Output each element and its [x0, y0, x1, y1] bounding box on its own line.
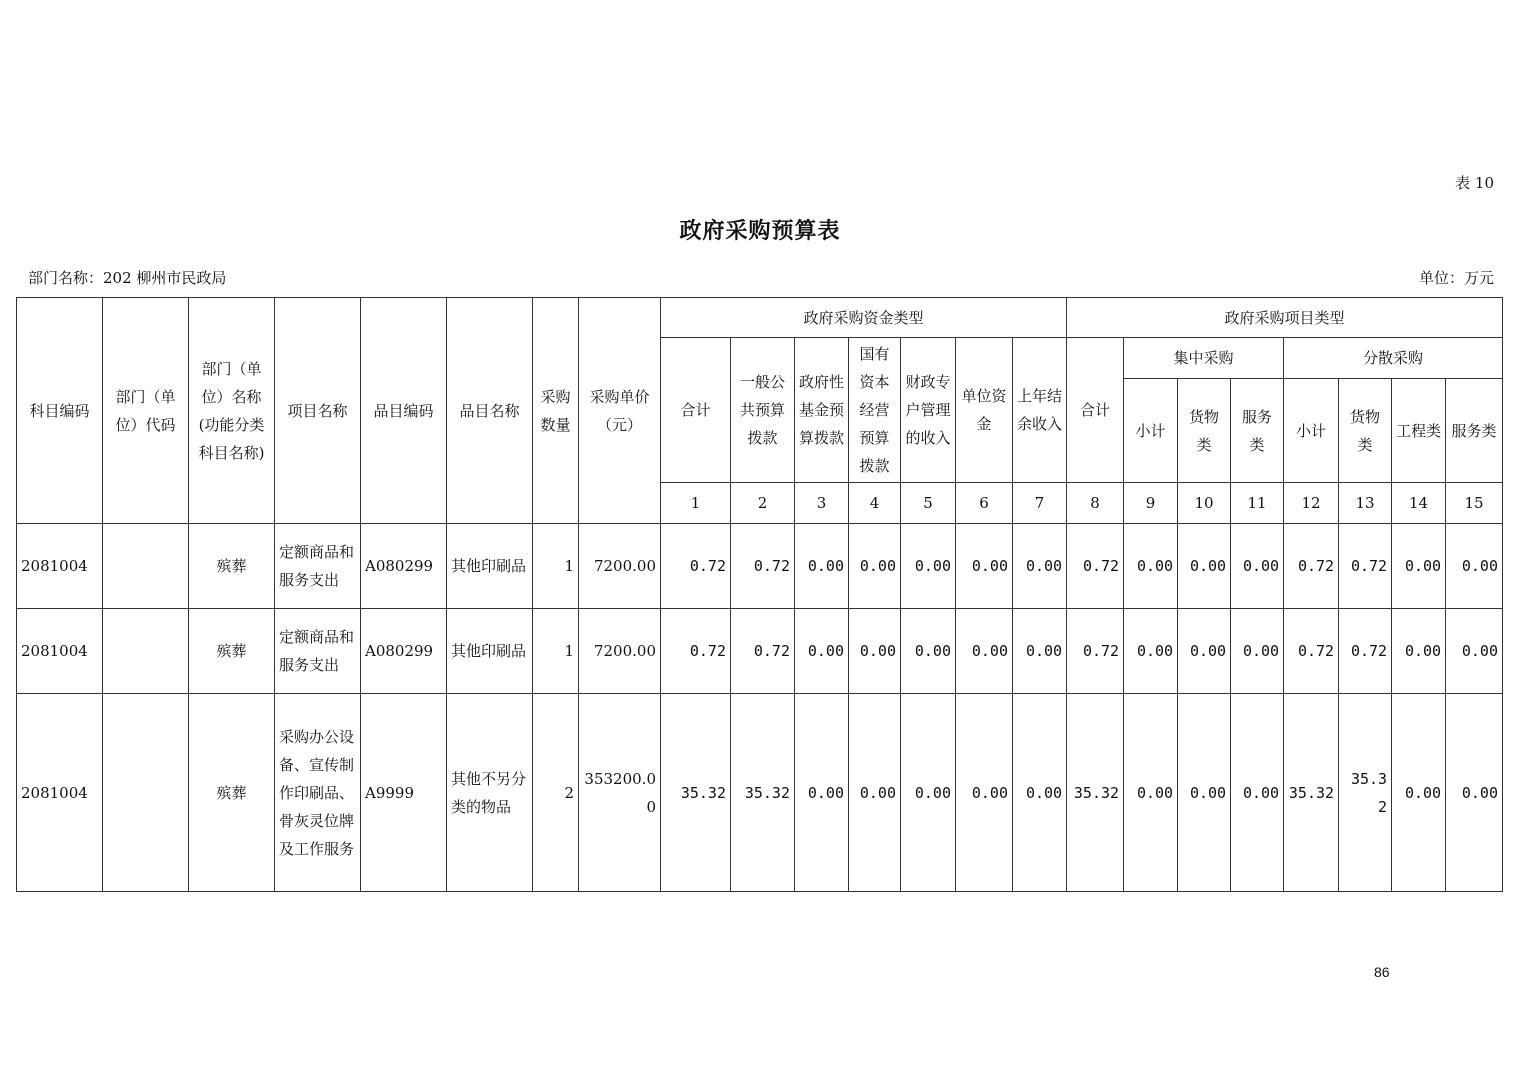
- cell-value: 0.00: [1124, 694, 1178, 892]
- header-centralized: 集中采购: [1124, 338, 1284, 379]
- column-number: 14: [1392, 483, 1446, 524]
- cell-value: 0.00: [1178, 694, 1231, 892]
- cell-project-name: 采购办公设备、宣传制作印刷品、骨灰灵位牌及工作服务: [275, 694, 361, 892]
- cell-value: 0.00: [849, 609, 901, 694]
- column-number: 11: [1231, 483, 1284, 524]
- header-special-account: 财政专户管理的收入: [901, 338, 956, 483]
- column-number: 4: [849, 483, 901, 524]
- cell-value: 0.00: [1231, 609, 1284, 694]
- cell-unit-price: 7200.00: [579, 609, 661, 694]
- cell-value: 0.00: [795, 609, 849, 694]
- cell-item-code: A080299: [361, 524, 447, 609]
- cell-value: 0.00: [1013, 609, 1067, 694]
- cell-value: 0.72: [661, 609, 731, 694]
- cell-value: 0.00: [956, 694, 1013, 892]
- header-project-name: 项目名称: [275, 298, 361, 524]
- header-fund-total: 合计: [661, 338, 731, 483]
- cell-value: 0.72: [731, 609, 795, 694]
- cell-quantity: 2: [533, 694, 579, 892]
- cell-value: 0.72: [661, 524, 731, 609]
- column-number: 2: [731, 483, 795, 524]
- procurement-budget-table: [16, 297, 1503, 892]
- header-subtotal-centralized: 小计: [1124, 379, 1178, 483]
- header-gov-fund: 政府性基金预算拨款: [795, 338, 849, 483]
- cell-unit-price: 7200.00: [579, 524, 661, 609]
- cell-subject-code: 2081004: [17, 694, 103, 892]
- cell-item-name: 其他不另分类的物品: [447, 694, 533, 892]
- cell-dept-name: 殡葬: [189, 694, 275, 892]
- header-item-name: 品目名称: [447, 298, 533, 524]
- column-number: 3: [795, 483, 849, 524]
- cell-value: 0.72: [1339, 524, 1392, 609]
- header-goods-centralized: 货物类: [1178, 379, 1231, 483]
- cell-dept-name: 殡葬: [189, 609, 275, 694]
- cell-value: 0.00: [1231, 694, 1284, 892]
- department-name: 部门名称：202 柳州市民政局: [28, 269, 227, 287]
- cell-value: 35.32: [1339, 694, 1392, 892]
- table-number: 表 10: [1455, 174, 1494, 192]
- header-carryover: 上年结余收入: [1013, 338, 1067, 483]
- table-row: [17, 609, 1503, 694]
- cell-value: 0.00: [1231, 524, 1284, 609]
- cell-project-name: 定额商品和服务支出: [275, 524, 361, 609]
- cell-value: 0.00: [1013, 524, 1067, 609]
- header-fund-type: 政府采购资金类型: [661, 298, 1067, 338]
- cell-value: 0.00: [901, 524, 956, 609]
- header-subtotal-decentralized: 小计: [1284, 379, 1339, 483]
- cell-value: 35.32: [1284, 694, 1339, 892]
- cell-value: 0.00: [901, 609, 956, 694]
- cell-item-name: 其他印刷品: [447, 524, 533, 609]
- header-unit-price: 采购单价（元）: [579, 298, 661, 524]
- cell-value: 0.00: [1392, 694, 1446, 892]
- cell-value: 0.00: [1178, 609, 1231, 694]
- cell-value: 0.00: [849, 694, 901, 892]
- cell-subject-code: 2081004: [17, 609, 103, 694]
- column-number: 7: [1013, 483, 1067, 524]
- cell-subject-code: 2081004: [17, 524, 103, 609]
- header-state-capital: 国有资本经营预算拨款: [849, 338, 901, 483]
- cell-dept-code: [103, 694, 189, 892]
- page-title: 政府采购预算表: [679, 218, 841, 244]
- header-dept-name: 部门（单位）名称(功能分类科目名称): [189, 298, 275, 524]
- cell-value: 0.00: [1124, 524, 1178, 609]
- cell-value: 0.72: [1284, 524, 1339, 609]
- cell-value: 0.72: [1339, 609, 1392, 694]
- header-general-budget: 一般公共预算拨款: [731, 338, 795, 483]
- cell-value: 0.00: [1178, 524, 1231, 609]
- cell-value: 0.00: [1392, 609, 1446, 694]
- header-engineering-decentralized: 工程类: [1392, 379, 1446, 483]
- cell-value: 0.72: [731, 524, 795, 609]
- cell-value: 0.00: [795, 694, 849, 892]
- header-unit-fund: 单位资金: [956, 338, 1013, 483]
- cell-dept-code: [103, 524, 189, 609]
- column-number: 9: [1124, 483, 1178, 524]
- cell-dept-name: 殡葬: [189, 524, 275, 609]
- cell-value: 0.00: [795, 524, 849, 609]
- cell-value: 0.72: [1067, 524, 1124, 609]
- table-row: [17, 694, 1503, 892]
- column-number: 10: [1178, 483, 1231, 524]
- header-quantity: 采购数量: [533, 298, 579, 524]
- cell-quantity: 1: [533, 524, 579, 609]
- column-number: 15: [1446, 483, 1503, 524]
- page-number: 86: [1374, 964, 1390, 980]
- header-project-total: 合计: [1067, 338, 1124, 483]
- header-project-type: 政府采购项目类型: [1067, 298, 1503, 338]
- cell-value: 0.00: [849, 524, 901, 609]
- column-number: 8: [1067, 483, 1124, 524]
- cell-value: 0.00: [1446, 609, 1503, 694]
- cell-value: 0.00: [1446, 524, 1503, 609]
- cell-unit-price: 353200.00: [579, 694, 661, 892]
- header-decentralized: 分散采购: [1284, 338, 1503, 379]
- header-subject-code: 科目编码: [17, 298, 103, 524]
- cell-value: 35.32: [661, 694, 731, 892]
- cell-value: 0.00: [901, 694, 956, 892]
- column-number: 5: [901, 483, 956, 524]
- cell-value: 0.00: [1392, 524, 1446, 609]
- cell-value: 35.32: [731, 694, 795, 892]
- cell-value: 0.72: [1067, 609, 1124, 694]
- cell-value: 0.00: [1013, 694, 1067, 892]
- column-number: 13: [1339, 483, 1392, 524]
- cell-item-code: A9999: [361, 694, 447, 892]
- header-goods-decentralized: 货物类: [1339, 379, 1392, 483]
- cell-quantity: 1: [533, 609, 579, 694]
- cell-item-code: A080299: [361, 609, 447, 694]
- cell-item-name: 其他印刷品: [447, 609, 533, 694]
- cell-value: 35.32: [1067, 694, 1124, 892]
- cell-value: 0.00: [956, 524, 1013, 609]
- cell-value: 0.00: [1124, 609, 1178, 694]
- cell-value: 0.72: [1284, 609, 1339, 694]
- cell-value: 0.00: [956, 609, 1013, 694]
- column-number: 6: [956, 483, 1013, 524]
- cell-project-name: 定额商品和服务支出: [275, 609, 361, 694]
- header-service-centralized: 服务类: [1231, 379, 1284, 483]
- column-number: 12: [1284, 483, 1339, 524]
- unit-label: 单位：万元: [1418, 269, 1494, 287]
- header-dept-code: 部门（单位）代码: [103, 298, 189, 524]
- column-number: 1: [661, 483, 731, 524]
- table-row: [17, 524, 1503, 609]
- header-service-decentralized: 服务类: [1446, 379, 1503, 483]
- header-item-code: 品目编码: [361, 298, 447, 524]
- cell-value: 0.00: [1446, 694, 1503, 892]
- cell-dept-code: [103, 609, 189, 694]
